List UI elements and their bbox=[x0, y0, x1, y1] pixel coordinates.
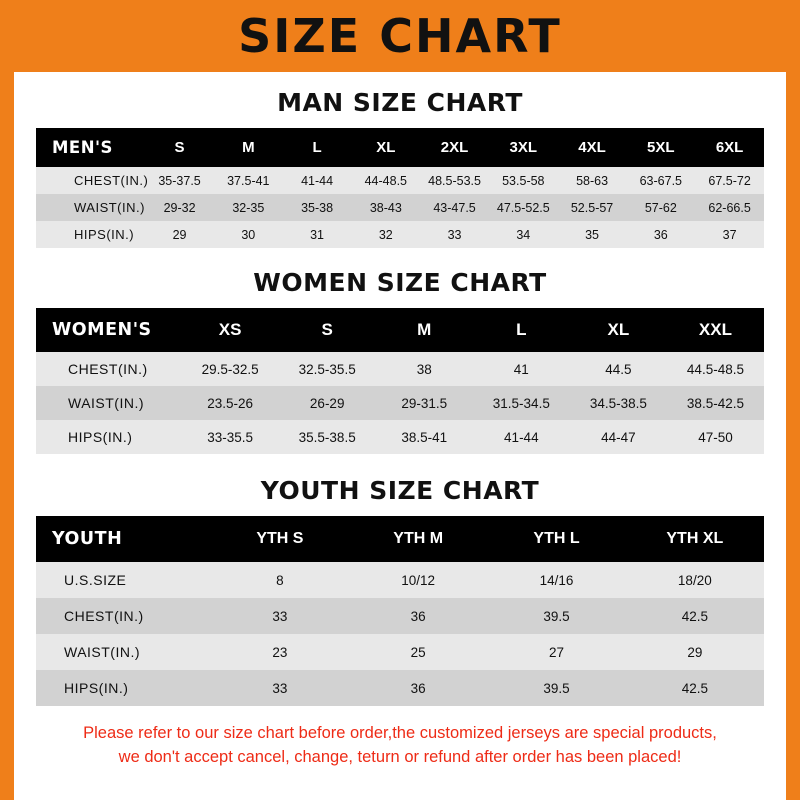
footer-note-line-2: we don't accept cancel, change, teturn or refund after order has been placed! bbox=[118, 747, 682, 766]
women-cell: 26-29 bbox=[279, 386, 376, 420]
chart-content bbox=[14, 72, 786, 800]
youth-cell: 36 bbox=[349, 598, 487, 634]
women-header-cell: WOMEN'S bbox=[36, 308, 182, 352]
man-cell: 37 bbox=[695, 221, 764, 248]
man-header-cell: MEN'S bbox=[36, 128, 145, 167]
man-cell: 32 bbox=[351, 221, 420, 248]
women-row-label: HIPS(IN.) bbox=[36, 420, 182, 454]
women-cell: 33-35.5 bbox=[182, 420, 279, 454]
footer-note bbox=[36, 722, 764, 780]
youth-row-label: HIPS(IN.) bbox=[36, 670, 211, 706]
man-header-cell: 6XL bbox=[695, 128, 764, 167]
man-header-cell: L bbox=[283, 128, 352, 167]
youth-cell: 10/12 bbox=[349, 562, 487, 598]
man-cell: 29 bbox=[145, 221, 214, 248]
women-cell: 32.5-35.5 bbox=[279, 352, 376, 386]
table-row bbox=[36, 352, 764, 386]
women-header-cell: XS bbox=[182, 308, 279, 352]
man-cell: 30 bbox=[214, 221, 283, 248]
man-row-label: HIPS(IN.) bbox=[36, 221, 145, 248]
women-cell: 44-47 bbox=[570, 420, 667, 454]
women-cell: 35.5-38.5 bbox=[279, 420, 376, 454]
women-cell: 41-44 bbox=[473, 420, 570, 454]
table-row bbox=[36, 386, 764, 420]
youth-header-cell: YOUTH bbox=[36, 516, 211, 562]
youth-cell: 25 bbox=[349, 634, 487, 670]
man-section-title: MAN SIZE CHART bbox=[277, 88, 523, 117]
women-cell: 34.5-38.5 bbox=[570, 386, 667, 420]
man-header-cell: M bbox=[214, 128, 283, 167]
man-cell: 41-44 bbox=[283, 167, 352, 194]
women-size-table bbox=[36, 308, 764, 454]
youth-header-row bbox=[36, 516, 764, 562]
youth-cell: 14/16 bbox=[487, 562, 625, 598]
youth-cell: 23 bbox=[211, 634, 349, 670]
youth-header-cell: YTH S bbox=[211, 516, 349, 562]
table-row bbox=[36, 670, 764, 706]
man-cell: 57-62 bbox=[626, 194, 695, 221]
man-cell: 62-66.5 bbox=[695, 194, 764, 221]
youth-header-cell: YTH XL bbox=[626, 516, 764, 562]
youth-cell: 27 bbox=[487, 634, 625, 670]
youth-size-table bbox=[36, 516, 764, 706]
man-cell: 48.5-53.5 bbox=[420, 167, 489, 194]
man-row-label: CHEST(IN.) bbox=[36, 167, 145, 194]
man-header-cell: XL bbox=[351, 128, 420, 167]
women-cell: 29.5-32.5 bbox=[182, 352, 279, 386]
women-header-row bbox=[36, 308, 764, 352]
table-row bbox=[36, 598, 764, 634]
table-row bbox=[36, 634, 764, 670]
man-header-cell: 4XL bbox=[558, 128, 627, 167]
women-cell: 44.5-48.5 bbox=[667, 352, 764, 386]
women-header-cell: S bbox=[279, 308, 376, 352]
man-cell: 67.5-72 bbox=[695, 167, 764, 194]
man-header-cell: S bbox=[145, 128, 214, 167]
man-cell: 58-63 bbox=[558, 167, 627, 194]
youth-cell: 33 bbox=[211, 670, 349, 706]
youth-cell: 18/20 bbox=[626, 562, 764, 598]
page-banner bbox=[0, 0, 800, 72]
man-cell: 35-38 bbox=[283, 194, 352, 221]
youth-row-label: U.S.SIZE bbox=[36, 562, 211, 598]
youth-cell: 33 bbox=[211, 598, 349, 634]
page-title: SIZE CHART bbox=[238, 9, 562, 63]
man-cell: 63-67.5 bbox=[626, 167, 695, 194]
youth-cell: 29 bbox=[626, 634, 764, 670]
women-header-cell: XXL bbox=[667, 308, 764, 352]
women-cell: 41 bbox=[473, 352, 570, 386]
table-row bbox=[36, 167, 764, 194]
table-row bbox=[36, 562, 764, 598]
women-header-cell: M bbox=[376, 308, 473, 352]
youth-header-cell: YTH L bbox=[487, 516, 625, 562]
youth-row-label: CHEST(IN.) bbox=[36, 598, 211, 634]
women-cell: 29-31.5 bbox=[376, 386, 473, 420]
women-cell: 38 bbox=[376, 352, 473, 386]
youth-header-cell: YTH M bbox=[349, 516, 487, 562]
youth-row-label: WAIST(IN.) bbox=[36, 634, 211, 670]
youth-cell: 39.5 bbox=[487, 670, 625, 706]
footer-note-line-1: Please refer to our size chart before order,the customized jerseys are special products, bbox=[83, 724, 717, 742]
man-cell: 36 bbox=[626, 221, 695, 248]
youth-cell: 42.5 bbox=[626, 670, 764, 706]
man-header-row bbox=[36, 128, 764, 167]
table-row bbox=[36, 420, 764, 454]
man-cell: 47.5-52.5 bbox=[489, 194, 558, 221]
man-size-table bbox=[36, 128, 764, 248]
youth-section-title: YOUTH SIZE CHART bbox=[260, 476, 540, 505]
man-cell: 31 bbox=[283, 221, 352, 248]
youth-cell: 8 bbox=[211, 562, 349, 598]
youth-cell: 39.5 bbox=[487, 598, 625, 634]
women-header-cell: XL bbox=[570, 308, 667, 352]
man-cell: 37.5-41 bbox=[214, 167, 283, 194]
man-header-cell: 3XL bbox=[489, 128, 558, 167]
women-cell: 38.5-42.5 bbox=[667, 386, 764, 420]
table-row bbox=[36, 194, 764, 221]
women-cell: 47-50 bbox=[667, 420, 764, 454]
man-cell: 35 bbox=[558, 221, 627, 248]
women-header-cell: L bbox=[473, 308, 570, 352]
man-cell: 35-37.5 bbox=[145, 167, 214, 194]
man-header-cell: 5XL bbox=[626, 128, 695, 167]
women-cell: 31.5-34.5 bbox=[473, 386, 570, 420]
man-cell: 44-48.5 bbox=[351, 167, 420, 194]
man-cell: 32-35 bbox=[214, 194, 283, 221]
women-cell: 23.5-26 bbox=[182, 386, 279, 420]
youth-cell: 36 bbox=[349, 670, 487, 706]
women-cell: 38.5-41 bbox=[376, 420, 473, 454]
women-cell: 44.5 bbox=[570, 352, 667, 386]
man-cell: 38-43 bbox=[351, 194, 420, 221]
table-row bbox=[36, 221, 764, 248]
women-row-label: WAIST(IN.) bbox=[36, 386, 182, 420]
youth-cell: 42.5 bbox=[626, 598, 764, 634]
man-row-label: WAIST(IN.) bbox=[36, 194, 145, 221]
man-header-cell: 2XL bbox=[420, 128, 489, 167]
man-cell: 29-32 bbox=[145, 194, 214, 221]
man-cell: 52.5-57 bbox=[558, 194, 627, 221]
man-cell: 43-47.5 bbox=[420, 194, 489, 221]
man-cell: 53.5-58 bbox=[489, 167, 558, 194]
man-cell: 34 bbox=[489, 221, 558, 248]
women-row-label: CHEST(IN.) bbox=[36, 352, 182, 386]
man-cell: 33 bbox=[420, 221, 489, 248]
women-section-title: WOMEN SIZE CHART bbox=[253, 268, 547, 297]
